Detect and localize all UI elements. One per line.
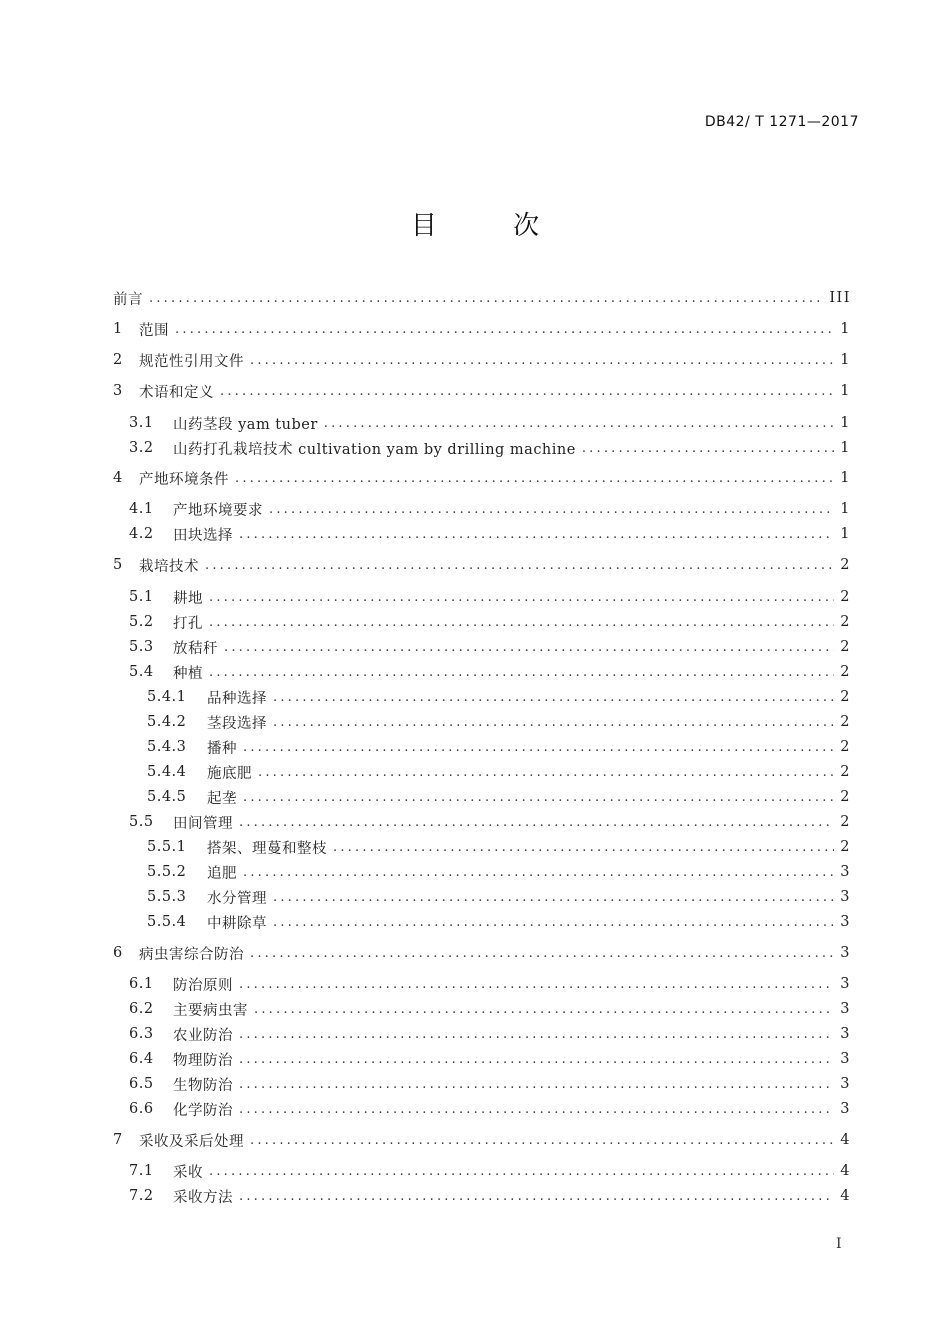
toc-entry-number: 5.5.4 bbox=[147, 914, 187, 930]
dot-leader bbox=[243, 865, 834, 880]
toc-entry[interactable] bbox=[113, 786, 851, 808]
toc-entry[interactable] bbox=[113, 636, 851, 658]
toc-entry-page: 4 bbox=[840, 1188, 851, 1204]
dot-leader bbox=[239, 527, 834, 542]
toc-entry-page: 2 bbox=[840, 764, 851, 780]
toc-entry[interactable] bbox=[113, 523, 851, 545]
toc-entry[interactable] bbox=[113, 1185, 851, 1207]
toc-entry-page: 3 bbox=[840, 1026, 851, 1042]
toc-entry-page: 2 bbox=[840, 557, 851, 573]
dot-leader bbox=[243, 740, 834, 755]
toc-entry[interactable] bbox=[113, 1098, 851, 1120]
toc-entry-label: 中耕除草 bbox=[207, 915, 267, 932]
dot-leader bbox=[239, 815, 834, 830]
toc-entry-number: 5.5 bbox=[129, 814, 154, 830]
dot-leader bbox=[243, 790, 834, 805]
dot-leader bbox=[239, 1052, 834, 1067]
toc-entry-number: 4 bbox=[113, 470, 123, 486]
dot-leader bbox=[239, 1102, 834, 1117]
toc-entry[interactable] bbox=[113, 861, 851, 883]
toc-entry-page: 2 bbox=[840, 589, 851, 605]
toc-entry-label: 搭架、理蔓和整枝 bbox=[207, 840, 327, 857]
toc-entry-number: 5.4.4 bbox=[147, 764, 187, 780]
dot-leader bbox=[224, 640, 834, 655]
toc-entry-page: 4 bbox=[840, 1132, 851, 1148]
dot-leader bbox=[250, 1133, 834, 1148]
toc-entry-number: 5.4.2 bbox=[147, 714, 187, 730]
toc-entry-label: 防治原则 bbox=[173, 977, 233, 994]
toc-entry[interactable] bbox=[113, 1048, 851, 1070]
toc-entry-page: 2 bbox=[840, 639, 851, 655]
toc-entry-page: 3 bbox=[840, 1001, 851, 1017]
toc-entry[interactable] bbox=[113, 761, 851, 783]
toc-entry-page: 2 bbox=[840, 614, 851, 630]
toc-entry-label: 追肥 bbox=[207, 865, 237, 882]
toc-entry-number: 6.6 bbox=[129, 1101, 154, 1117]
toc-entry-number: 6.2 bbox=[129, 1001, 154, 1017]
toc-entry[interactable] bbox=[113, 380, 851, 402]
toc-entry-label: 施底肥 bbox=[207, 765, 252, 782]
dot-leader bbox=[273, 715, 834, 730]
dot-leader bbox=[175, 322, 834, 337]
toc-entry-page: 2 bbox=[840, 689, 851, 705]
dot-leader bbox=[324, 416, 835, 431]
toc-entry-number: 7.1 bbox=[129, 1163, 154, 1179]
toc-entry-number: 1 bbox=[113, 321, 123, 337]
document-code: DB42/ T 1271—2017 bbox=[704, 114, 859, 130]
dot-leader bbox=[149, 291, 823, 306]
toc-entry[interactable] bbox=[113, 498, 851, 520]
toc-entry[interactable] bbox=[113, 349, 851, 371]
toc-entry-label: 打孔 bbox=[173, 615, 203, 632]
toc-entry-number: 6.4 bbox=[129, 1051, 154, 1067]
toc-entry-page: 2 bbox=[840, 814, 851, 830]
toc-entry-label: 生物防治 bbox=[173, 1077, 233, 1094]
toc-entry-number: 5 bbox=[113, 557, 123, 573]
dot-leader bbox=[258, 765, 834, 780]
dot-leader bbox=[254, 1002, 834, 1017]
toc-entry-page: 1 bbox=[840, 352, 851, 368]
toc-entry-number: 6 bbox=[113, 945, 123, 961]
dot-leader bbox=[220, 384, 834, 399]
toc-entry-page: 1 bbox=[840, 383, 851, 399]
dot-leader bbox=[250, 353, 834, 368]
toc-entry-number: 2 bbox=[113, 352, 123, 368]
toc-entry[interactable] bbox=[113, 1129, 851, 1151]
dot-leader bbox=[209, 665, 834, 680]
toc-entry-page: 3 bbox=[840, 945, 851, 961]
toc-entry[interactable] bbox=[113, 412, 851, 434]
toc-entry-label: 茎段选择 bbox=[207, 715, 267, 732]
toc-entry-page: 2 bbox=[840, 839, 851, 855]
toc-entry-label: 前言 bbox=[113, 291, 143, 308]
toc-entry-number: 6.3 bbox=[129, 1026, 154, 1042]
toc-entry-page: 2 bbox=[840, 739, 851, 755]
dot-leader bbox=[273, 690, 834, 705]
toc-entry-number: 5.3 bbox=[129, 639, 154, 655]
toc-entry-label: 规范性引用文件 bbox=[139, 353, 244, 370]
toc-entry[interactable] bbox=[113, 736, 851, 758]
dot-leader bbox=[250, 946, 834, 961]
toc-entry[interactable] bbox=[113, 711, 851, 733]
toc-entry-label: 栽培技术 bbox=[139, 558, 199, 575]
toc-entry-label: 种植 bbox=[173, 665, 203, 682]
toc-entry-label: 病虫害综合防治 bbox=[139, 946, 244, 963]
toc-entry-page: 3 bbox=[840, 914, 851, 930]
toc-entry[interactable] bbox=[113, 686, 851, 708]
toc-entry[interactable] bbox=[113, 973, 851, 995]
toc-entry-label: 产地环境要求 bbox=[173, 502, 263, 519]
toc-entry-number: 5.4.1 bbox=[147, 689, 187, 705]
toc-entry[interactable] bbox=[113, 942, 851, 964]
toc-entry[interactable] bbox=[113, 1073, 851, 1095]
toc-entry-label: 起垄 bbox=[207, 790, 237, 807]
toc-entry[interactable] bbox=[113, 586, 851, 608]
page-number: I bbox=[836, 1236, 842, 1252]
toc-entry[interactable] bbox=[113, 811, 851, 833]
toc-entry-number: 3.2 bbox=[129, 440, 154, 456]
toc-entry-number: 7 bbox=[113, 1132, 123, 1148]
toc-entry-label: 物理防治 bbox=[173, 1052, 233, 1069]
dot-leader bbox=[239, 1027, 834, 1042]
toc-entry-label: 范围 bbox=[139, 322, 169, 339]
toc-entry-page: 3 bbox=[840, 864, 851, 880]
toc-entry-page: 3 bbox=[840, 976, 851, 992]
toc-entry-page: 1 bbox=[840, 526, 851, 542]
toc-entry-label: 化学防治 bbox=[173, 1102, 233, 1119]
toc-entry-label: 农业防治 bbox=[173, 1027, 233, 1044]
toc-entry-number: 4.1 bbox=[129, 501, 154, 517]
dot-leader bbox=[582, 441, 834, 456]
toc-entry[interactable] bbox=[113, 554, 851, 576]
dot-leader bbox=[239, 1189, 834, 1204]
dot-leader bbox=[205, 558, 834, 573]
toc-entry-page: 1 bbox=[840, 470, 851, 486]
dot-leader bbox=[235, 471, 834, 486]
dot-leader bbox=[209, 1164, 834, 1179]
toc-entry-number: 5.4.5 bbox=[147, 789, 187, 805]
toc-entry-label: 采收 bbox=[173, 1164, 203, 1181]
toc-entry-page: 1 bbox=[840, 321, 851, 337]
toc-entry-number: 3.1 bbox=[129, 415, 154, 431]
toc-entry-number: 6.5 bbox=[129, 1076, 154, 1092]
toc-entry[interactable] bbox=[113, 287, 851, 309]
toc-entry-label: 采收方法 bbox=[173, 1189, 233, 1206]
toc-entry-number: 4.2 bbox=[129, 526, 154, 542]
toc-entry-label: 山药茎段 yam tuber bbox=[173, 416, 318, 433]
toc-entry-page: 1 bbox=[840, 501, 851, 517]
toc-entry-number: 7.2 bbox=[129, 1188, 154, 1204]
toc-entry-label: 田间管理 bbox=[173, 815, 233, 832]
toc-entry-label: 山药打孔栽培技术 cultivation yam by drilling machine bbox=[173, 441, 576, 458]
dot-leader bbox=[273, 915, 834, 930]
toc-entry[interactable] bbox=[113, 611, 851, 633]
toc-entry-page: 1 bbox=[840, 440, 851, 456]
toc-entry-page: 3 bbox=[840, 1101, 851, 1117]
toc-entry-label: 主要病虫害 bbox=[173, 1002, 248, 1019]
toc-entry-number: 5.5.2 bbox=[147, 864, 187, 880]
dot-leader bbox=[239, 1077, 834, 1092]
toc-entry[interactable] bbox=[113, 836, 851, 858]
page-title: 目 次 bbox=[410, 211, 574, 241]
toc-entry[interactable] bbox=[113, 318, 851, 340]
toc-entry-label: 品种选择 bbox=[207, 690, 267, 707]
toc-entry-label: 采收及采后处理 bbox=[139, 1133, 244, 1150]
toc-entry-page: 2 bbox=[840, 789, 851, 805]
dot-leader bbox=[333, 840, 834, 855]
dot-leader bbox=[269, 502, 834, 517]
dot-leader bbox=[209, 615, 834, 630]
toc-entry-number: 5.4 bbox=[129, 664, 154, 680]
toc-entry-page: 1 bbox=[840, 415, 851, 431]
toc-entry-page: 3 bbox=[840, 1051, 851, 1067]
toc-entry-label: 播种 bbox=[207, 740, 237, 757]
toc-entry-number: 5.4.3 bbox=[147, 739, 187, 755]
toc-entry-label: 放秸秆 bbox=[173, 640, 218, 657]
toc-entry[interactable] bbox=[113, 998, 851, 1020]
toc-entry[interactable] bbox=[113, 911, 851, 933]
toc-entry[interactable] bbox=[113, 661, 851, 683]
toc-entry[interactable] bbox=[113, 1160, 851, 1182]
toc-entry-page: 4 bbox=[840, 1163, 851, 1179]
toc-entry-page: 2 bbox=[840, 714, 851, 730]
toc-entry-page: 3 bbox=[840, 889, 851, 905]
toc-entry-label: 术语和定义 bbox=[139, 384, 214, 401]
toc-entry[interactable] bbox=[113, 886, 851, 908]
toc-entry-page: III bbox=[829, 290, 851, 306]
toc-entry-page: 3 bbox=[840, 1076, 851, 1092]
toc-entry[interactable] bbox=[113, 1023, 851, 1045]
toc-entry-number: 5.5.3 bbox=[147, 889, 187, 905]
dot-leader bbox=[273, 890, 834, 905]
toc-entry-label: 耕地 bbox=[173, 590, 203, 607]
toc-entry[interactable] bbox=[113, 437, 851, 459]
toc-entry[interactable] bbox=[113, 467, 851, 489]
toc-entry-label: 产地环境条件 bbox=[139, 471, 229, 488]
dot-leader bbox=[209, 590, 834, 605]
toc-entry-number: 3 bbox=[113, 383, 123, 399]
toc-entry-label: 田块选择 bbox=[173, 527, 233, 544]
toc-entry-number: 5.5.1 bbox=[147, 839, 187, 855]
toc-entry-number: 5.1 bbox=[129, 589, 154, 605]
toc-entry-number: 6.1 bbox=[129, 976, 154, 992]
toc-entry-label: 水分管理 bbox=[207, 890, 267, 907]
toc-entry-number: 5.2 bbox=[129, 614, 154, 630]
dot-leader bbox=[239, 977, 834, 992]
toc-entry-page: 2 bbox=[840, 664, 851, 680]
